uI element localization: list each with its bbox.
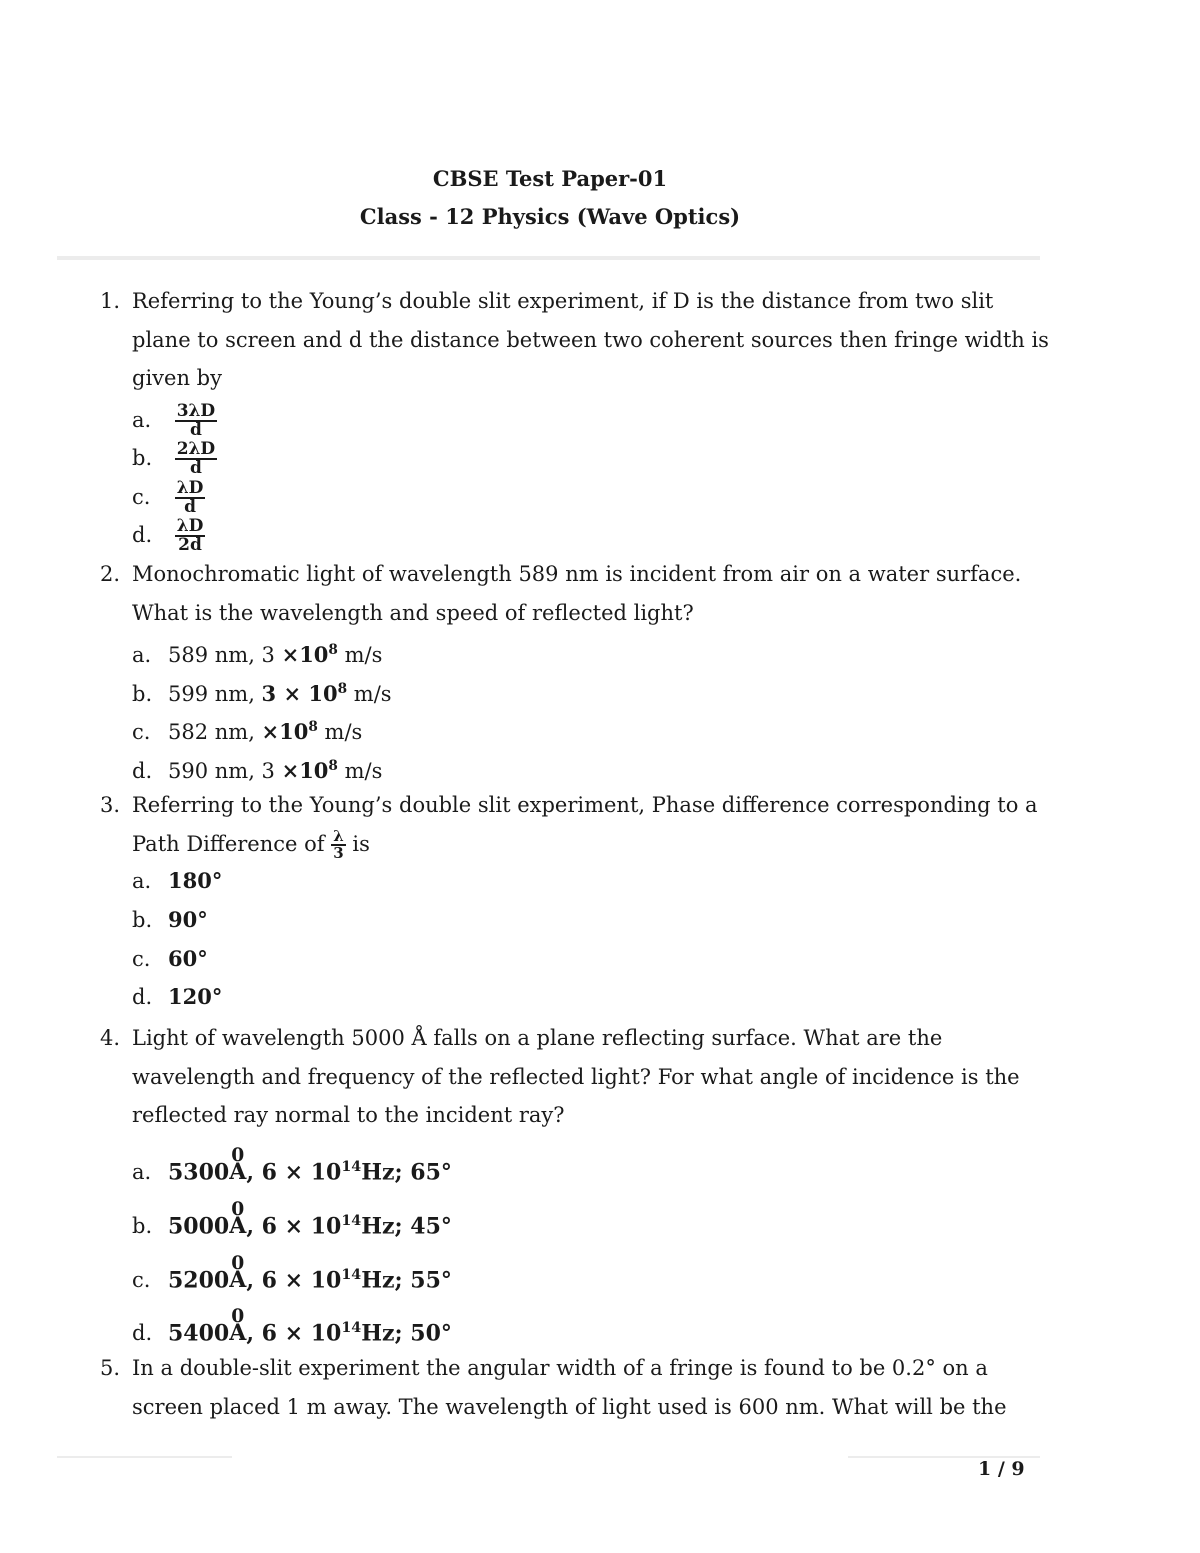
option-2a: a. 589 nm, $3 \times 10^8$ m/s (132, 635, 382, 670)
question-text: Monochromatic light of wavelength 589 nm is incident from air on a water surface. What is the wavelength and speed of reflected light? (132, 562, 1022, 625)
question-text: Referring to the Young’s double slit experiment, Phase difference corresponding to a Path Difference of $\frac{\lambda}{3}$ is (132, 793, 1038, 862)
option-label: c. (132, 947, 151, 971)
option-4a: a. 5300A 0 , $6 \times 10^{14}Hz$; 65° (132, 1143, 452, 1186)
question-text: Light of wavelength 5000 Å falls on a plane reflecting surface. What are the wavelength and frequency of the reflected light? For what angle of incidence is the reflected ray normal to the incident ray? (132, 1026, 1020, 1127)
option-label: d. (132, 759, 153, 783)
option-4b: b. 5000A 0 , $6 \times 10^{14}Hz$; 45° (132, 1197, 452, 1240)
option-label: d. (132, 1321, 153, 1346)
question-number: 2. (100, 562, 121, 586)
option-2d: d. 590 nm, $3 \times 10^8$ m/s (132, 751, 382, 786)
option-label: c. (132, 720, 151, 744)
page-number: 1 / 9 (978, 1458, 1025, 1480)
question-number: 3. (100, 793, 121, 817)
question-text: In a double-slit experiment the angular width of a fringe is found to be 0.2° on a screen placed 1 m away. The wavelength of light used is 600 nm. What will be the (132, 1356, 1007, 1419)
question-number: 5. (100, 1356, 121, 1380)
option-1c (132, 480, 205, 516)
option-2b: b. 599 nm, $3 \times 10^8$ m/s (132, 674, 392, 709)
question-2 (100, 555, 1050, 632)
option-3d: d. 120° (132, 982, 222, 1012)
option-label: a. (132, 1160, 152, 1185)
option-label: b. (132, 1214, 153, 1239)
fraction: $\frac{\lambda D}{d}$ (176, 478, 204, 517)
question-3 (100, 786, 1050, 863)
fraction: $\frac{3\lambda D}{d}$ (176, 401, 216, 440)
fraction: $\frac{\lambda D}{2d}$ (176, 516, 204, 555)
option-3c: c. 60° (132, 944, 208, 974)
paper-subtitle: Class - 12 Physics (Wave Optics) (359, 204, 741, 229)
option-label: c. (132, 1268, 151, 1293)
option-4c: c. 5200A 0 , $6 \times 10^{14}Hz$; 55° (132, 1251, 452, 1294)
option-1d (132, 518, 205, 554)
footer-divider-left (57, 1456, 232, 1458)
question-1 (100, 282, 1050, 398)
question-number: 4. (100, 1026, 121, 1050)
question-5 (100, 1349, 1050, 1426)
option-label: c. (132, 484, 151, 509)
question-text: Referring to the Young’s double slit experiment, if D is the distance from two slit plane to screen and d the distance between two coherent sources then fringe width is given by (132, 289, 1049, 390)
option-2c: c. 582 nm, $\times 10^8$ m/s (132, 712, 362, 747)
option-1a (132, 403, 217, 439)
option-label: b. (132, 445, 153, 470)
option-label: a. (132, 407, 152, 432)
option-3a: a. 180° (132, 866, 222, 896)
header-divider (57, 256, 1040, 260)
option-label: a. (132, 869, 152, 893)
option-1b (132, 441, 217, 477)
option-3b: b. 90° (132, 905, 208, 935)
option-label: b. (132, 908, 153, 932)
fraction: $\frac{\lambda}{3}$ (333, 827, 344, 862)
paper-title: CBSE Test Paper-01 (432, 166, 668, 191)
question-4 (100, 1019, 1050, 1135)
question-number: 1. (100, 289, 121, 313)
option-label: b. (132, 682, 153, 706)
fraction: $\frac{2\lambda D}{d}$ (176, 439, 216, 478)
option-label: d. (132, 522, 153, 547)
option-label: d. (132, 985, 153, 1009)
option-4d: d. 5400A 0 , $6 \times 10^{14}Hz$; 50° (132, 1304, 452, 1347)
option-label: a. (132, 643, 152, 667)
